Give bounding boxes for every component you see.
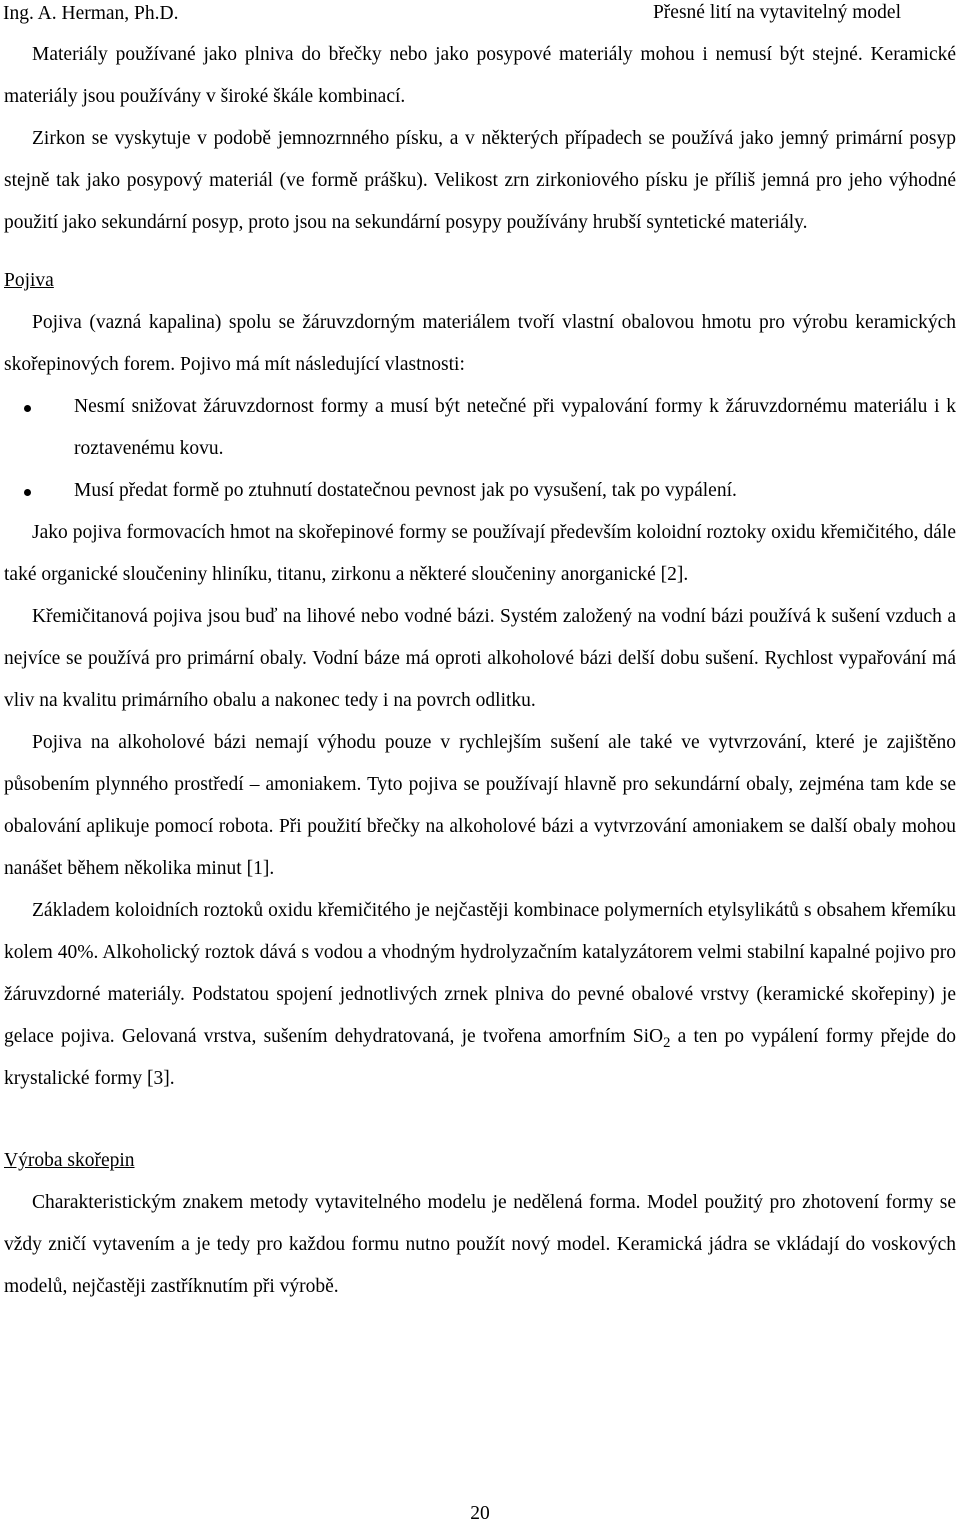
section-heading-pojiva: Pojiva	[4, 270, 54, 291]
document-body	[4, 34, 956, 1308]
bullet-icon	[24, 489, 31, 496]
section-heading-vyroba: Výroba skořepin	[4, 1150, 135, 1171]
paragraph-plniva: Materiály používané jako plniva do břečky nebo jako posypové materiály mohou i nemusí být stejné. Keramické materiály jsou používány v široké škále kombinací.	[4, 44, 956, 107]
subscript-2: 2	[663, 1034, 671, 1051]
list-item-text: Nesmí snižovat žáruvzdornost formy a musí být netečné při vypalování formy k žáruvzdornému materiálu i k roztavenému kovu.	[74, 396, 956, 459]
list-item	[4, 386, 956, 470]
properties-list	[4, 386, 956, 512]
bullet-icon	[24, 405, 31, 412]
header-author: Ing. A. Herman, Ph.D.	[3, 3, 179, 24]
paragraph-zakladem-text: Základem koloidních roztoků oxidu křemičitého je nejčastěji kombinace polymerních etylsylikátů s obsahem křemíku kolem 40%. Alkoholický roztok dává s vodou a vhodným hydrolyzačním katalyzátorem velmi stabilní kapalné pojivo pro žáruvzdorné materiály. Podstatou spojení jednotlivých zrnek plniva do pevné obalové vrstvy (keramické skořepiny) je gelace pojiva. Gelovaná vrstva, sušením dehydratovaná, je tvořena amorfním SiO	[4, 900, 956, 1047]
paragraph-vyroba: Charakteristickým znakem metody vytavitelného modelu je nedělená forma. Model použitý pro zhotovení formy se vždy zničí vytavením a je tedy pro každou formu nutno použít nový model. Keramická jádra se vkládají do voskových modelů, nejčastěji zastříknutím při výrobě.	[4, 1192, 956, 1297]
page-header	[3, 0, 957, 28]
paragraph-pojiva-intro: Pojiva (vazná kapalina) spolu se žáruvzdorným materiálem tvoří vlastní obalovou hmotu pro výrobu keramických skořepinových forem. Pojivo má mít následující vlastnosti:	[4, 312, 956, 375]
paragraph-kremicitanova: Křemičitanová pojiva jsou buď na lihové nebo vodné bázi. Systém založený na vodní bázi používá k sušení vzduch a nejvíce se používá pro primární obaly. Vodní báze má oproti alkoholové bázi delší dobu sušení. Rychlost vypařování má vliv na kvalitu primárního obalu a nakonec tedy i na povrch odlitku.	[4, 606, 956, 711]
list-item	[4, 470, 956, 512]
paragraph-zakladem	[4, 890, 956, 1100]
paragraph-zirkon: Zirkon se vyskytuje v podobě jemnozrnného písku, a v některých případech se používá jako jemný primární posyp stejně tak jako posypový materiál (ve formě prášku). Velikost zrn zirkoniového písku je příliš jemná pro jeho výhodné použití jako sekundární posyp, proto jsou na sekundární posypy používány hrubší syntetické materiály.	[4, 128, 956, 233]
page-number: 20	[470, 1503, 490, 1524]
header-title: Přesné lití na vytavitelný model	[652, 2, 901, 23]
paragraph-zakladem-end: a ten po vypálení formy přejde do krystalické formy [3].	[4, 1026, 956, 1089]
list-item-text: Musí předat formě po ztuhnutí dostatečnou pevnost jak po vysušení, tak po vypálení.	[74, 480, 737, 501]
paragraph-alkoholove: Pojiva na alkoholové bázi nemají výhodu pouze v rychlejším sušení ale také ve vytvrzování, které je zajištěno působením plynného prostředí – amoniakem. Tyto pojiva se používají hlavně pro sekundární obaly, zejména tam kde se obalování aplikuje pomocí robota. Při použití břečky na alkoholové bázi a vytvrzování amoniakem se další obaly mohou nanášet během několika minut [1].	[4, 732, 956, 879]
paragraph-jako-pojiva: Jako pojiva formovacích hmot na skořepinové formy se používají především koloidní roztoky oxidu křemičitého, dále také organické sloučeniny hliníku, titanu, zirkonu a některé sloučeniny anorganické [2].	[4, 522, 956, 585]
